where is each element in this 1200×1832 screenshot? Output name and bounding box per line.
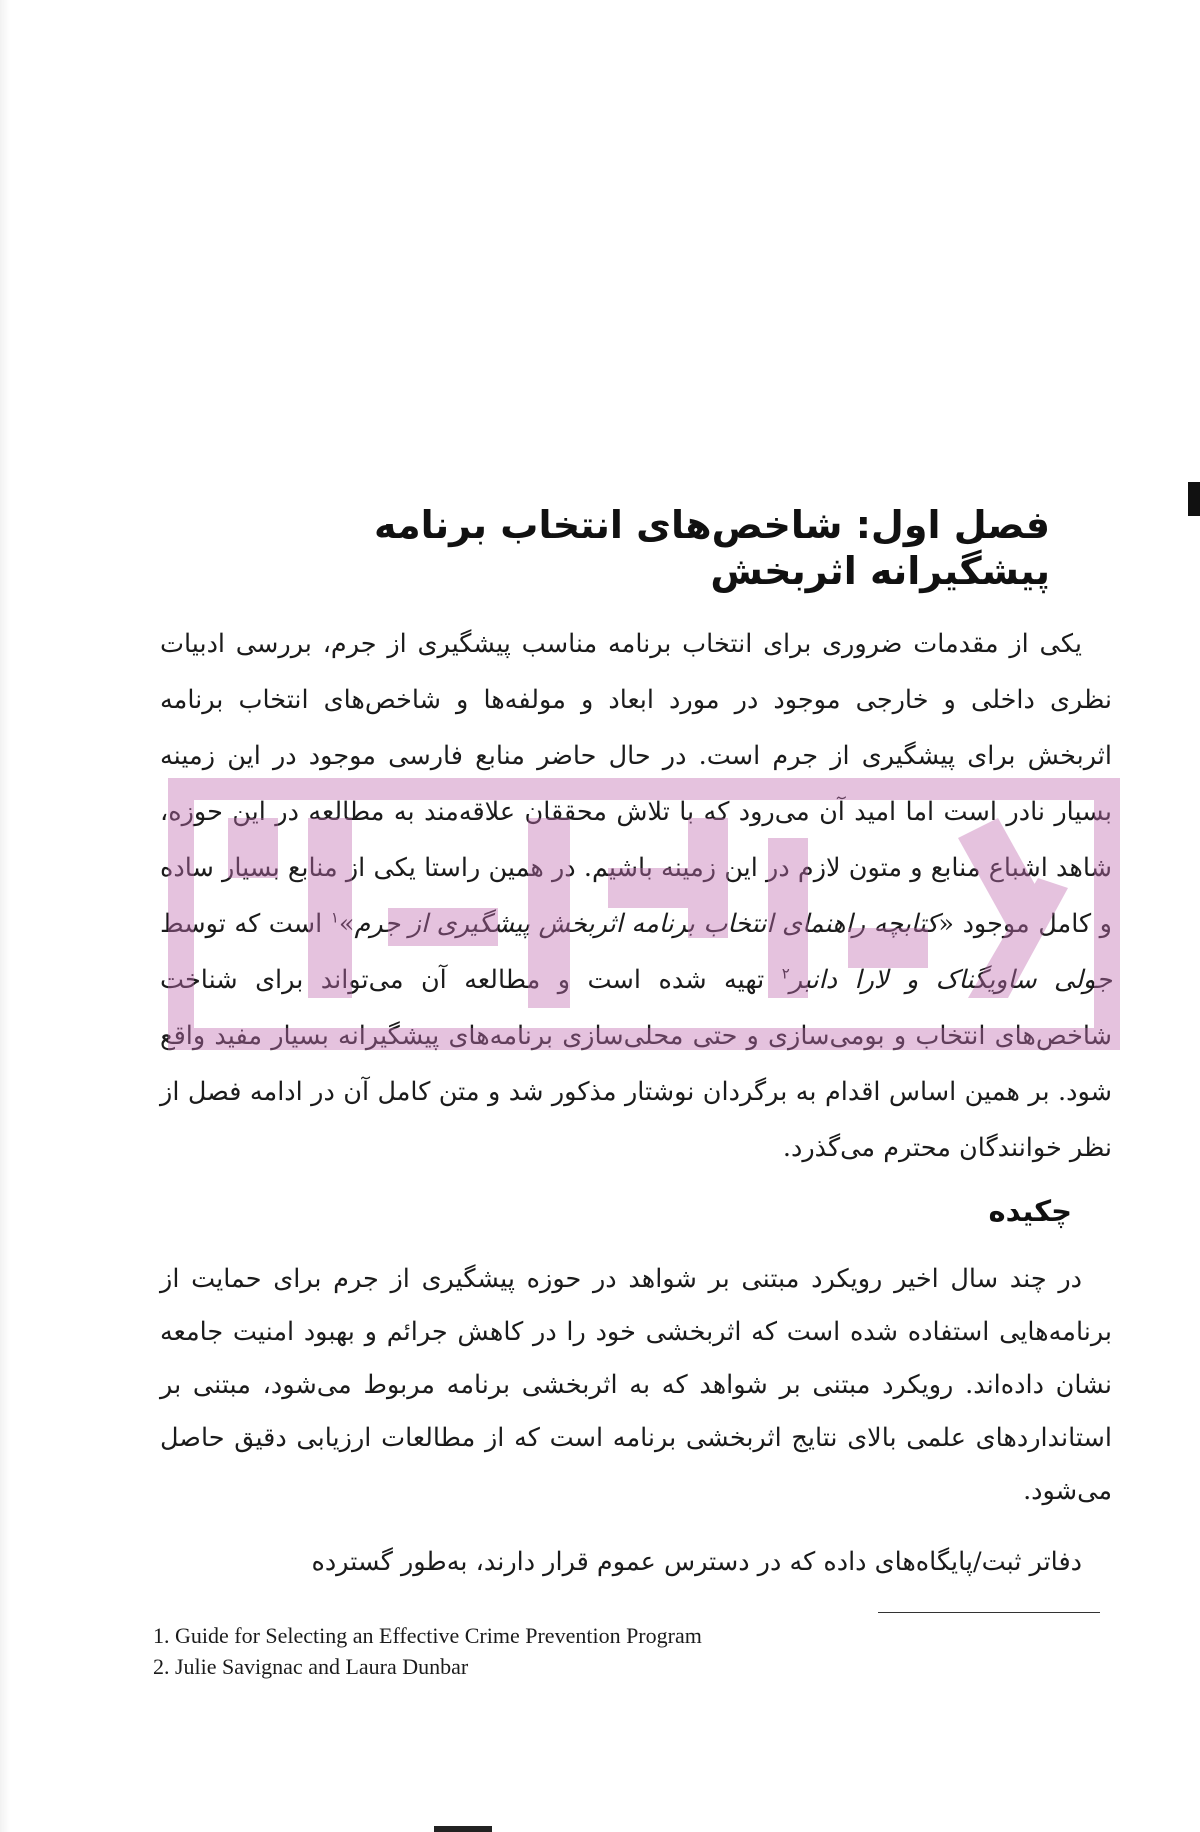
footnote-item: 2. Julie Savignac and Laura Dunbar xyxy=(153,1654,469,1679)
abstract-heading: چکیده xyxy=(988,1194,1072,1228)
author-names: جولی ساویگناک و لارا دانبر xyxy=(789,965,1112,995)
chapter-title: فصل اول: شاخص‌های انتخاب برنامه پیشگیرانه اثربخش xyxy=(374,503,1050,593)
footnote-list xyxy=(153,1620,953,1682)
intro-text-part3: است که توسط xyxy=(160,909,331,939)
intro-text-part1: یکی از مقدمات ضروری برای انتخاب برنامه مناسب پیشگیری از جرم، بررسی ادبیات نظری داخلی و خارجی موجود در مورد ابعاد و مولفه‌ها و شاخص‌های انتخاب برنامه اثربخش برای پیشگیری از جرم است. در حال حاضر منابع فارسی موجود در این زمینه بسیار نادر است اما امید آن می‌رود که با تلاش محققان علاقه‌مند به مطالعه در این حوزه، شاهد اشباع منابع و متون لازم در این زمینه باشیم. در همین راستا یکی از منابع بسیار ساده و کامل موجود « xyxy=(160,629,1112,939)
scan-edge-shadow xyxy=(0,0,10,1832)
page-edge-mark xyxy=(1188,482,1200,516)
intro-text-part2: » xyxy=(338,909,355,939)
abstract-paragraph: در چند سال اخیر رویکرد مبتنی بر شواهد در حوزه پیشگیری از جرم برای حمایت از برنامه‌هایی استفاده شده است که اثربخشی خود را در کاهش جرائم و بهبود امنیت جامعه نشان داده‌اند. رویکرد مبتنی بر شواهد که به اثربخشی برنامه مربوط می‌شود، مبتنی بر استانداردهای علمی بالای نتایج اثربخشی برنامه است که از مطالعات ارزیابی دقیق حاصل می‌شود. xyxy=(160,1264,1112,1506)
footnote-item: 1. Guide for Selecting an Effective Crime Prevention Program xyxy=(153,1623,702,1648)
continued-paragraph: دفاتر ثبت/پایگاه‌های داده که در دسترس عموم قرار دارند، به‌طور گسترده xyxy=(311,1547,1082,1577)
intro-text-part4: تهیه شده است و مطالعه آن می‌تواند برای شناخت شاخص‌های انتخاب و بومی‌سازی و حتی محلی‌سازی برنامه‌های پیشگیرانه بسیار مفید واقع شود. بر همین اساس اقدام به برگردان نوشتار مذکور شد و متن کامل آن در ادامه فصل از نظر خوانندگان محترم می‌گذرد. xyxy=(160,965,1112,1163)
footnote-ref-1: ۱ xyxy=(330,908,339,927)
footnote-ref-2: ۲ xyxy=(781,964,790,983)
page-bottom-mark xyxy=(434,1826,492,1832)
intro-paragraph xyxy=(160,616,1112,1176)
footnote-divider xyxy=(878,1612,1100,1613)
booklet-title: کتابچه راهنمای انتخاب برنامه اثربخش پیشگیری از جرم xyxy=(354,909,939,939)
